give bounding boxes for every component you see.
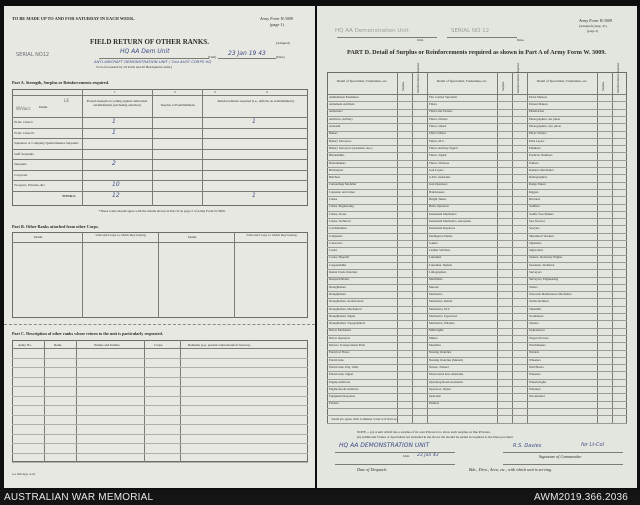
part-d-item: Saddle Tree Makers	[529, 212, 554, 216]
part-d-item: Watchmakers	[529, 344, 546, 347]
hand-unit-sub: ANTI-AIRCRAFT DEMONSTRATION UNIT / 2nd AUST CORPS HQ	[94, 59, 212, 64]
part-d-item: Turners	[529, 322, 539, 326]
part-d-item: Toolmakers	[529, 314, 544, 318]
part-d-item: Cooks, Hospital	[329, 256, 349, 260]
part-d-item: Signwriters	[529, 249, 544, 253]
part-d-item: Despatch Riders	[329, 278, 350, 282]
part-d-item: Coppersmiths	[329, 263, 347, 267]
form-page-1	[4, 6, 315, 488]
part-d-item: Intelligence Duties	[429, 234, 453, 238]
part-d-item: Masons	[429, 285, 439, 289]
r-unit-label: Unit.	[417, 38, 424, 42]
forwarding-note: To be forwarded by all Units and all Headquarter units.)	[96, 65, 173, 69]
part-d-item: Joiners	[429, 241, 438, 245]
col-header-detail: Detail.	[39, 105, 49, 109]
part-d-item: Engine Room Artificers	[329, 387, 359, 391]
part-c-line	[12, 453, 308, 454]
top-note: TO BE MADE UP TO AND FOR SATURDAY IN EACH WEEK.	[12, 16, 135, 21]
part-b-table	[12, 232, 308, 318]
hand-estab-note: W/Vacs	[16, 106, 31, 111]
part-d-item: Linesmen, Signals	[429, 263, 452, 267]
part-d-item: Wheelers	[529, 373, 541, 377]
part-d-item: Electrical Fitters	[329, 351, 350, 355]
part-d-item: Engine Artificers	[329, 380, 351, 384]
r-hand-unit-bottom: HQ AA DEMONSTRATION UNIT	[339, 442, 430, 449]
date-label: (Date)	[276, 55, 285, 59]
part-d-item: Battery Surveyors (Assistant, Ass.)	[329, 146, 373, 150]
col-header-posted: Posted strength according against authorised establishment (excluding attached)	[86, 99, 148, 107]
part-a-row-line	[12, 128, 308, 129]
part-d-item: Riggers	[529, 190, 539, 194]
part-d-item: Mechanics, Wireless	[429, 322, 455, 326]
part-d-item: Woodturners	[529, 395, 545, 399]
r-hand-signature: R.S. Davies	[513, 443, 542, 449]
part-d-item: Computers	[329, 234, 343, 238]
part-d-item: Welders	[529, 351, 540, 355]
part-d-item: Bakers	[329, 132, 338, 136]
part-d-item: Signallers	[529, 241, 542, 245]
part-d-item: Painters	[429, 402, 439, 406]
part-d-item: Plate Layers	[529, 139, 545, 143]
part-d-item: Wheelwrights	[529, 380, 547, 384]
part-d-item: Nurses, Trained	[429, 365, 449, 369]
part-a-row-label: Troopers, Privates, &c.	[14, 183, 46, 187]
part-b-col-unit-1: Unit and Corps to which they belong.	[95, 233, 147, 237]
part-d-item: Saddlers	[529, 205, 540, 209]
part-d-item: Hairdressers	[429, 190, 445, 194]
part-d-item: Printers	[529, 161, 539, 165]
note-2: (b) Additional Trades or Specialists not included in the above list should be added as required to the lines provided.	[357, 435, 514, 439]
col-header-reinforcements: Reinforcements required (i.e., deficits on establishment).	[217, 99, 295, 103]
note-1: NOTE.—(a) A unit which has a surplus of its own Private is to show such surplus on line Privates.	[357, 430, 491, 434]
part-d-item: Linesmen	[429, 256, 442, 260]
date-of-despatch-label: Date of Despatch.	[357, 467, 388, 472]
part-d-item: Fitters, Signal	[429, 154, 447, 158]
r-hand-serial: SERIAL NO 12	[451, 28, 490, 34]
col-number-3: 3	[214, 90, 216, 94]
part-a-total-posted: 12	[112, 191, 120, 199]
part-d-item: Surveyors	[529, 271, 542, 274]
part-d-item: Tinsmiths	[529, 307, 542, 311]
part-d-item: Mechanics	[429, 292, 443, 296]
part-d-item: Fire Control Specialist	[429, 95, 458, 99]
part-d-item: Range Takers	[529, 183, 546, 187]
part-d-item: Patrol Masters	[529, 95, 547, 99]
part-d-item: Predictor Numbers	[529, 154, 553, 158]
part-d-item: Armourers	[329, 110, 343, 114]
part-d-item: Clerks, Stores	[329, 212, 347, 216]
part-a-row-line	[12, 180, 308, 181]
part-d-item: Pharmacists	[529, 110, 544, 114]
r-form-page: (page 2)	[587, 29, 599, 33]
part-b-col-detail-2: Detail.	[188, 235, 198, 239]
part-c-line	[12, 358, 308, 359]
part-d-item: Butchers	[329, 176, 340, 180]
part-d-item: Radiator Mechanics	[529, 168, 554, 172]
adapted-label: (Adapted)	[276, 41, 290, 45]
part-d-item: Driver Operators	[329, 336, 351, 340]
r-hand-unit: HQ AA Demonstration Unit	[335, 28, 409, 34]
part-a-row-line	[12, 170, 308, 171]
part-d-item: Fitter's Mates	[429, 132, 446, 136]
part-d-item: Lithographers	[429, 271, 447, 274]
part-d-item: Armament Artificers	[329, 103, 355, 107]
part-d-item: Photo-Writers	[529, 132, 547, 136]
part-d-item: Wagon Erectors	[529, 336, 549, 340]
part-d-item: Fitters, M.T.	[429, 139, 445, 143]
printer-mark: s.a. 6m 2pp. 4.41	[12, 472, 36, 476]
part-c-col-rank: Rank.	[54, 343, 63, 347]
part-d-item: Battery Surveyors	[329, 139, 352, 143]
part-d-item: Draughtsmen, Signal	[329, 314, 356, 318]
part-d-item: Draughtsmen, Mechanical	[329, 307, 362, 311]
part-d-item: Fitters, Diesel	[429, 125, 447, 128]
part-d-item: Wiremen	[529, 387, 541, 391]
part-c-line	[12, 443, 308, 444]
part-d-col-surplus: Surplus.	[401, 81, 405, 91]
part-d-item: Helio Operators	[429, 205, 449, 209]
part-d-item: Mechanics, Typewriter	[429, 314, 458, 318]
part-d-item: Instrument Repairers	[429, 227, 456, 231]
part-d-item: Miners	[429, 336, 438, 340]
part-a-row-label: Squadron or Company Quartermaster-Serjeants	[14, 141, 79, 145]
part-d-col-reinforcements: Reinforcements required.	[416, 62, 420, 93]
part-d-item: Operating Room Assistants	[429, 380, 463, 384]
part-d-item: Telecoms Maintenance Mechanics	[529, 292, 572, 296]
unit-label: (Unit)	[208, 55, 217, 59]
part-c-col-remarks: Remarks (e.g. present whereabouts if known).	[188, 343, 251, 347]
part-c-col-corps: Corps.	[154, 343, 163, 347]
part-d-item: Farriers	[329, 402, 339, 406]
part-d-row-line	[327, 408, 627, 409]
part-d-item: Dental Clerk Orderlies	[329, 271, 358, 274]
part-d-item: Blacksmiths	[329, 154, 345, 158]
r-date-label: Date.	[517, 38, 525, 42]
part-d-item: Nursing Orderlies (Mental)	[429, 358, 463, 362]
part-d-item: Draughtsmen, Topographical	[329, 322, 365, 326]
part-d-item: Nursing Orderlies	[429, 351, 452, 355]
part-d-item: Carpenter and Joiner	[329, 190, 355, 194]
col-header-surplus: Surplus to Establishment.	[160, 103, 196, 107]
part-d-item: Artificers, Artillery	[329, 117, 353, 121]
part-c-line	[12, 434, 308, 435]
form-page-2	[317, 6, 637, 488]
part-d-item: Instrument Mechanics, Aeroplane	[429, 219, 471, 223]
bottom-note: Bde., Divn., Area, etc., with which unit is serving.	[469, 467, 553, 472]
part-d-item: Mechanics, Dental	[429, 300, 453, 304]
part-d-item: Fitters	[429, 103, 437, 107]
part-d-item: Clerks, Technical	[329, 219, 351, 223]
part-d-item: Draughtsman	[329, 285, 346, 289]
part-d-col-reinforcements: Reinforcements required.	[616, 62, 620, 93]
part-a-heading: Part A. Strength, Surplus or Reinforcements required.	[12, 80, 109, 85]
part-a-row-line	[12, 149, 308, 150]
part-d-item: Clerks	[329, 198, 338, 201]
part-c-line	[12, 462, 308, 463]
part-d-item: Draughtsmen, Architectural	[329, 300, 364, 304]
part-d-item: Gun Operators	[429, 183, 448, 187]
part-a-row-posted: 2	[112, 160, 116, 167]
part-a-row-label: W.Os. Class I.	[14, 120, 34, 124]
part-d-item: Mechanics, M.T.	[429, 307, 450, 311]
part-d-item: Instrument Mechanics	[429, 212, 457, 216]
part-d-title: PART D. Detail of Surplus or Reinforcements required as shown in Part A of Army Form W. 3009.	[347, 49, 606, 56]
part-d-item: Textile Refiners	[529, 300, 549, 304]
part-d-col-reinforcements: Reinforcements required.	[516, 62, 520, 93]
form-page: (page 1)	[270, 22, 284, 27]
part-d-item: Leather Stitchers	[429, 249, 451, 253]
part-d-item: Ammunition Examiners	[329, 95, 359, 99]
part-b-col-detail-1: Detail.	[34, 235, 44, 239]
r-unit-bottom-label: Unit.	[403, 454, 410, 458]
part-c-line	[12, 415, 308, 416]
part-d-item: Cooks	[329, 249, 337, 253]
part-a-total-reinforcements: 1	[252, 191, 256, 199]
part-a-row-label: Staff Serjeants	[14, 151, 34, 156]
part-d-totals-note: Totals (to agree with Columns 3 and 4 of Part A.)	[331, 417, 398, 421]
part-a-row-label: Serjeants	[14, 162, 27, 166]
part-b-col-unit-2: Unit and Corps to which they belong.	[246, 233, 298, 237]
part-d-item: Well Borers	[529, 365, 544, 369]
form-number: Army Form W.3009	[260, 16, 293, 21]
part-d-item: Photographers, Spl. photo	[529, 125, 562, 128]
part-d-item: Sheetmetal Workers	[529, 234, 554, 238]
part-d-item: Millwrights	[429, 329, 444, 333]
part-d-item: Drivers, Transportation Plant	[329, 344, 366, 347]
part-d-item: Fitters, Wireless	[429, 161, 450, 165]
caption-right: AWM2019.366.2036	[534, 492, 629, 503]
part-a-row-label: W.Os. Class II.	[14, 130, 35, 135]
r-hand-date-bottom: 23 Jan 43	[417, 453, 439, 458]
r-form-number: Army Form W.3009	[579, 18, 612, 23]
part-a-row-line	[12, 159, 308, 160]
part-d-item: Bricklayers	[329, 168, 344, 172]
part-d-item: Coachbuilders	[329, 227, 347, 231]
part-d-item: Concretors	[329, 241, 343, 245]
part-a-row-line	[12, 191, 308, 192]
r-hand-for: for Lt-Col	[581, 442, 604, 448]
part-d-item: Opticians	[429, 395, 441, 399]
part-d-item: Wheelers	[529, 358, 541, 362]
part-d-item: Electricians	[329, 358, 344, 362]
hand-unit: HQ AA Dem Unit	[120, 48, 170, 55]
part-a-row-posted: 1	[112, 118, 116, 125]
part-d-item: Boilermakers	[329, 161, 346, 165]
part-d-col-header: Detail of Specialists, Tradesmen, etc.	[436, 79, 488, 83]
part-c-line	[12, 377, 308, 378]
part-d-item: Electricians, Signal	[329, 373, 354, 377]
part-d-item: Electricians, Eng. Units	[329, 365, 359, 369]
part-c-heading: Part C. Description of other ranks whose return to the unit is particularly requested.	[12, 331, 163, 336]
part-d-item: Gun Layers	[429, 168, 444, 172]
part-d-col-surplus: Surplus.	[601, 81, 605, 91]
r-adapted: (Adapted) (Aug. 41)	[579, 24, 607, 28]
part-d-item: Pattern Makers	[529, 103, 548, 107]
hand-serial: SERIAL NO12	[16, 52, 50, 58]
part-c-line	[12, 405, 308, 406]
part-d-item: Draughtsmen	[329, 292, 346, 296]
part-a-totals-label: TOTALS	[62, 193, 76, 198]
part-d-item: Height Takers	[429, 198, 447, 201]
part-d-item: Fitters and Turners	[429, 110, 453, 114]
part-d-item: Assistant	[329, 125, 341, 128]
part-d-item: Storemen, Technical	[529, 263, 555, 267]
col-number-4: 4	[266, 90, 268, 94]
part-c-line	[12, 386, 308, 387]
col-number-1: 1	[114, 90, 116, 94]
part-c-line	[12, 396, 308, 397]
part-d-item: Fitters, Railway Signal	[429, 146, 458, 150]
part-d-item: Moulders	[429, 344, 441, 347]
part-c-col-names: Names and Initials.	[94, 343, 121, 347]
part-c-col-army-no: Army No.	[18, 343, 32, 347]
part-d-item: Sawyers	[529, 227, 540, 231]
part-d-item: Surveyors, Engineering	[529, 278, 559, 282]
part-d-col-header: Detail of Specialists, Tradesmen, etc.	[536, 79, 588, 83]
part-c-line	[12, 367, 308, 368]
part-d-row-line	[327, 423, 627, 424]
hand-date: 23 Jan 19 43	[228, 50, 266, 57]
part-d-item: Rivetters	[529, 198, 541, 201]
caption-left: AUSTRALIAN WAR MEMORIAL	[4, 492, 154, 503]
part-d-item: Equipment Repairers	[329, 395, 356, 399]
part-d-col-surplus: Surplus.	[501, 81, 505, 91]
part-d-item: Clerks, Engineering	[329, 205, 354, 209]
part-d-item: G.P.O. Assistants	[429, 176, 451, 180]
part-d-item: Plumbers	[529, 146, 541, 150]
part-d-item: Saw Doctors	[529, 219, 545, 223]
part-d-item: Stokers, Stationary Engine	[529, 256, 563, 260]
part-d-item: Tailors	[529, 285, 538, 289]
col-number-2: 2	[174, 90, 176, 94]
part-d-item: Photographers, Air photo	[529, 117, 561, 121]
signature-label: Signature of Commander.	[539, 454, 582, 459]
part-d-item: Operators, Signal	[429, 387, 451, 391]
part-a-footnote: *These totals should agree with the details shown in Part D on page 2 of Army Form W.3009.	[98, 209, 226, 213]
part-d-item: Camouflage Modeller	[329, 183, 357, 187]
part-d-item: Upholsterers	[529, 329, 545, 333]
part-b-heading: Part B. Other Ranks attached from other Corps.	[12, 224, 99, 229]
form-title: FIELD RETURN OF OTHER RANKS.	[90, 38, 209, 46]
part-d-item: Driver Mechanics	[329, 329, 352, 333]
part-a-row-reinforcements: 1	[252, 118, 256, 125]
part-a-row-posted: 1	[112, 128, 116, 136]
part-a-row-posted: 10	[112, 181, 120, 188]
part-a-row-line	[12, 138, 308, 139]
part-d-item: Machinists	[429, 278, 443, 282]
part-a-row-label: Corporals	[14, 172, 28, 177]
part-c-line	[12, 424, 308, 425]
part-d-item: Observation Post Assistants	[429, 373, 464, 377]
hand-pencil-note: LE	[64, 98, 69, 103]
part-d-item: Fitters, Drivers	[429, 117, 448, 121]
part-d-col-header: Detail of Specialists, Tradesmen, etc.	[336, 79, 388, 83]
part-d-item: Radiographers	[529, 176, 548, 180]
